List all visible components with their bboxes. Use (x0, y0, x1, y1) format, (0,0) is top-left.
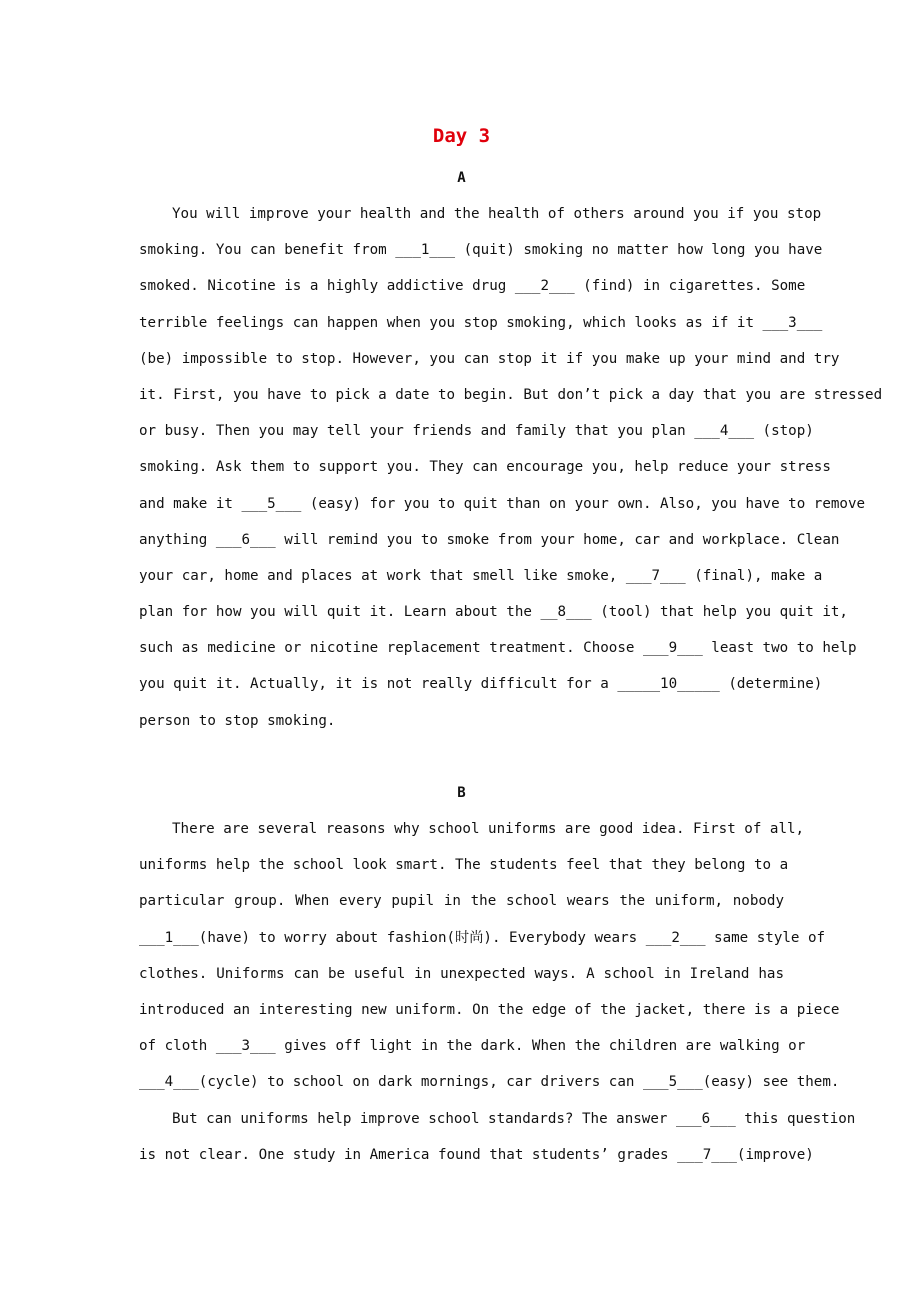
passage-line: person to stop smoking. (139, 712, 336, 729)
page-title: Day 3 (432, 125, 491, 147)
passage-line: and make it ___5___ (easy) for you to quit than on your own. Also, you have to remove (139, 495, 866, 512)
passage-line: you quit it. Actually, it is not really difficult for a _____10_____ (determine) (139, 676, 823, 693)
passage-line: There are several reasons why school uniforms are good idea. First of all, (172, 821, 805, 837)
passage-line: uniforms help the school look smart. The students feel that they belong to a (139, 857, 789, 874)
passage-line: particular group. When every pupil in the school wears the uniform, nobody (139, 893, 784, 910)
passage-line: your car, home and places at work that smell like smoke, ___7___ (final), make a (139, 567, 823, 584)
passage-line: smoking. Ask them to support you. They can encourage you, help reduce your stress (139, 459, 831, 476)
passage-line: is not clear. One study in America found that students’ grades ___7___(improve) (139, 1146, 814, 1163)
passage-b (139, 811, 856, 1173)
passage-line: anything ___6___ will remind you to smoke from your home, car and workplace. Clean (139, 531, 840, 548)
passage-line: of cloth ___3___ gives off light in the dark. When the children are walking or (139, 1038, 806, 1055)
passage-line: ___4___(cycle) to school on dark mornings, car drivers can ___5___(easy) see them. (139, 1074, 840, 1091)
passage-line: clothes. Uniforms can be useful in unexpected ways. A school in Ireland has (139, 965, 784, 982)
section-b-label: B (457, 785, 466, 801)
passage-line: introduced an interesting new uniform. On the edge of the jacket, there is a piece (139, 1001, 840, 1018)
passage-line: You will improve your health and the health of others around you if you stop (172, 206, 822, 222)
passage-line: But can uniforms help improve school standards? The answer ___6___ this question (172, 1110, 856, 1127)
passage-line: or busy. Then you may tell your friends and family that you plan ___4___ (stop) (139, 423, 814, 440)
passage-line: smoked. Nicotine is a highly addictive drug ___2___ (find) in cigarettes. Some (139, 278, 806, 295)
passage-line: such as medicine or nicotine replacement treatment. Choose ___9___ least two to help (139, 640, 857, 657)
passage-a (139, 196, 883, 739)
section-a-label: A (457, 170, 466, 186)
passage-line: (be) impossible to stop. However, you can stop it if you make up your mind and try (139, 350, 840, 367)
passage-line: plan for how you will quit it. Learn about the __8___ (tool) that help you quit it, (139, 604, 848, 621)
passage-line: ___1___(have) to worry about fashion(时尚). Everybody wears ___2___ same style of (139, 929, 826, 946)
passage-line: smoking. You can benefit from ___1___ (quit) smoking no matter how long you have (139, 242, 823, 259)
passage-line: it. First, you have to pick a date to begin. But don’t pick a day that you are stressed (139, 386, 883, 403)
passage-line: terrible feelings can happen when you stop smoking, which looks as if it ___3___ (139, 314, 823, 331)
